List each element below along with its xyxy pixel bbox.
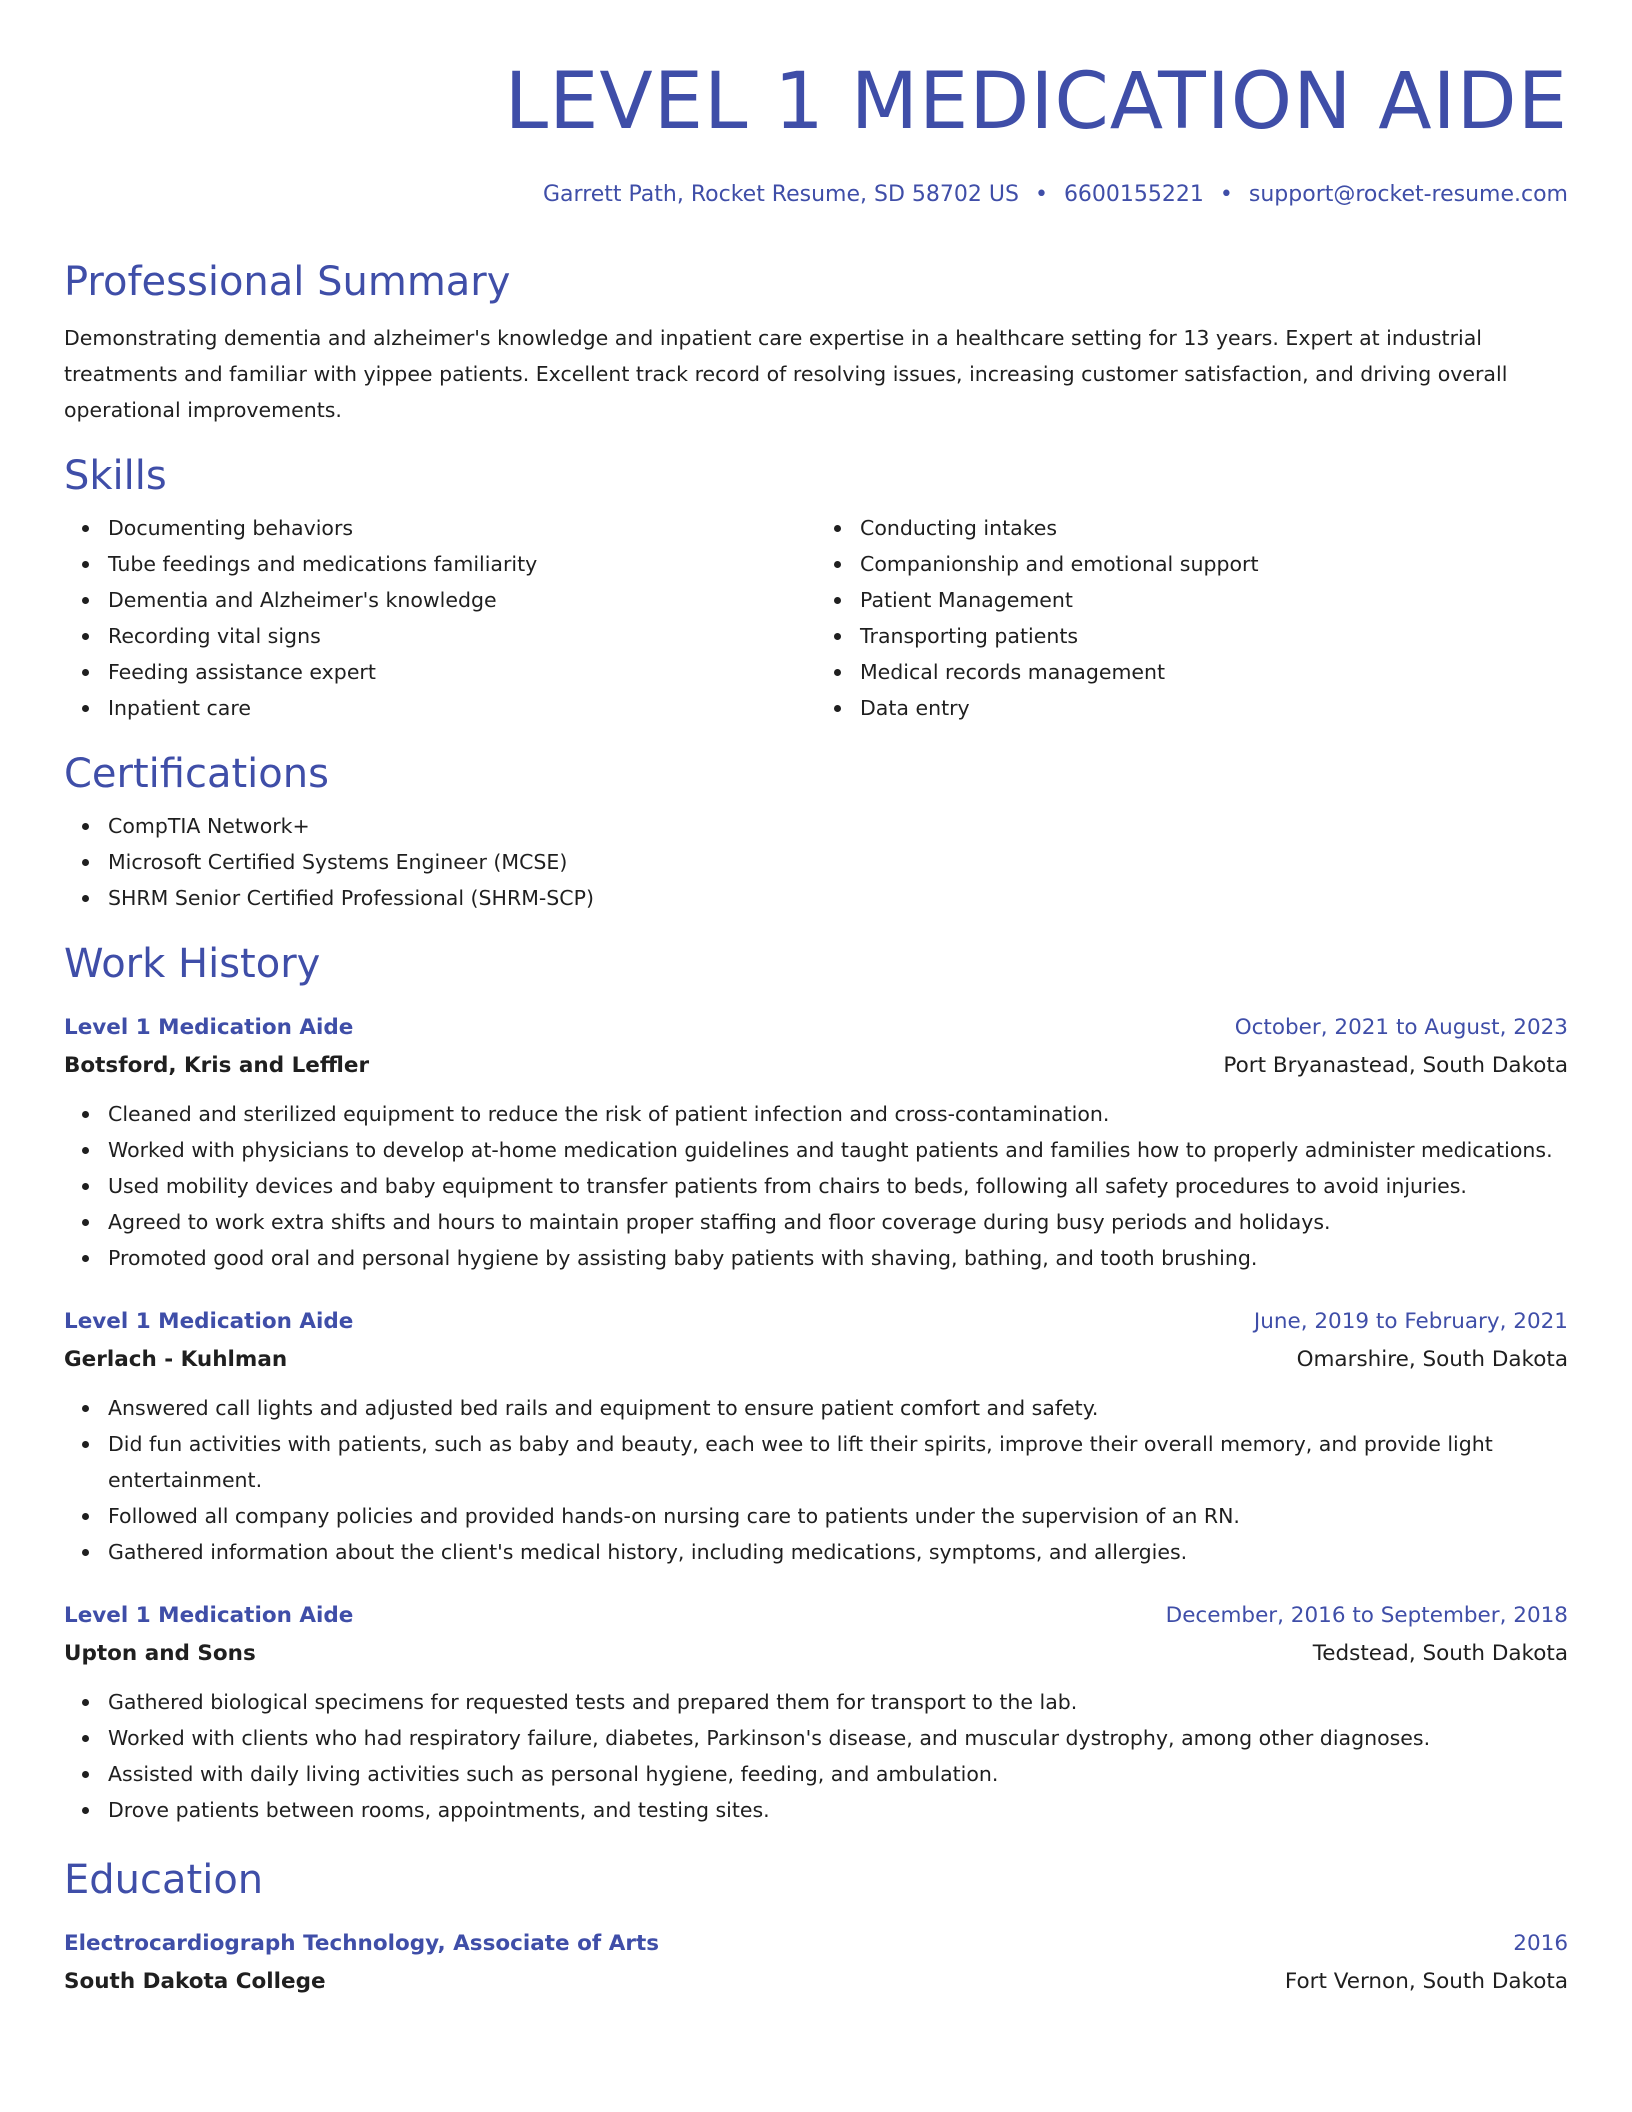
skill-item: Inpatient care bbox=[108, 690, 816, 726]
job-dates: October, 2021 to August, 2023 bbox=[1234, 1015, 1568, 1040]
certification-item: Microsoft Certified Systems Engineer (MCSE) bbox=[108, 844, 1568, 880]
job-bullet: Agreed to work extra shifts and hours to maintain proper staffing and floor coverage during busy periods and holidays. bbox=[108, 1204, 1568, 1240]
job-dates: December, 2016 to September, 2018 bbox=[1165, 1603, 1568, 1628]
job-bullet: Followed all company policies and provided hands-on nursing care to patients under the supervision of an RN. bbox=[108, 1498, 1568, 1534]
skill-item: Medical records management bbox=[860, 654, 1568, 690]
section-heading-education: Education bbox=[64, 1857, 264, 1903]
education-degree: Electrocardiograph Technology, Associate of Arts bbox=[64, 1931, 660, 1956]
education-entry bbox=[64, 1926, 1568, 2002]
contact-separator: • bbox=[1034, 182, 1048, 207]
job-header bbox=[64, 1304, 1568, 1340]
skill-item: Conducting intakes bbox=[860, 510, 1568, 546]
section-heading-work-history: Work History bbox=[64, 941, 321, 987]
job-bullet: Promoted good oral and personal hygiene by assisting baby patients with shaving, bathing, and tooth brushing. bbox=[108, 1240, 1568, 1276]
contact-separator: • bbox=[1219, 182, 1233, 207]
job-subheader bbox=[64, 1634, 1568, 1674]
contact-address: Garrett Path, Rocket Resume, SD 58702 US bbox=[543, 182, 1019, 207]
job-title: Level 1 Medication Aide bbox=[64, 1309, 354, 1334]
job-entry bbox=[64, 1598, 1568, 1828]
skill-item: Tube feedings and medications familiarity bbox=[108, 546, 816, 582]
job-bullet: Cleaned and sterilized equipment to reduce the risk of patient infection and cross-contamination. bbox=[108, 1096, 1568, 1132]
skills-section bbox=[64, 450, 1568, 726]
education-section bbox=[64, 1854, 1568, 2002]
skill-item: Dementia and Alzheimer's knowledge bbox=[108, 582, 816, 618]
job-bullet: Used mobility devices and baby equipment to transfer patients from chairs to beds, following all safety procedures to avoid injuries. bbox=[108, 1168, 1568, 1204]
contact-line bbox=[64, 180, 1568, 210]
job-subheader bbox=[64, 1046, 1568, 1086]
certifications-list bbox=[64, 808, 1568, 916]
education-subheader bbox=[64, 1962, 1568, 2002]
education-school: South Dakota College bbox=[64, 1969, 326, 1994]
job-bullet: Drove patients between rooms, appointments, and testing sites. bbox=[108, 1792, 1568, 1828]
contact-phone: 6600155221 bbox=[1063, 182, 1204, 207]
skill-item: Companionship and emotional support bbox=[860, 546, 1568, 582]
job-entry bbox=[64, 1304, 1568, 1570]
job-header bbox=[64, 1010, 1568, 1046]
skill-item: Patient Management bbox=[860, 582, 1568, 618]
job-company: Botsford, Kris and Leffler bbox=[64, 1053, 370, 1078]
job-location: Omarshire, South Dakota bbox=[1296, 1347, 1568, 1372]
job-title: Level 1 Medication Aide bbox=[64, 1603, 354, 1628]
skill-item: Data entry bbox=[860, 690, 1568, 726]
job-bullet: Answered call lights and adjusted bed rails and equipment to ensure patient comfort and safety. bbox=[108, 1390, 1568, 1426]
job-entry bbox=[64, 1010, 1568, 1276]
section-heading-certifications: Certifications bbox=[64, 751, 329, 797]
certifications-section bbox=[64, 748, 1568, 916]
job-bullet: Gathered information about the client's medical history, including medications, symptoms, and allergies. bbox=[108, 1534, 1568, 1570]
education-header bbox=[64, 1926, 1568, 1962]
summary-text: Demonstrating dementia and alzheimer's knowledge and inpatient care expertise in a healthcare setting for 13 years. Expert at industrial treatments and familiar with yippee patients. Excellent track record of resolving issues, increasing customer satisfaction, and driving overall operational improvements. bbox=[64, 326, 1508, 422]
job-bullet: Worked with clients who had respiratory failure, diabetes, Parkinson's disease, and muscular dystrophy, among other diagnoses. bbox=[108, 1720, 1568, 1756]
summary-section bbox=[64, 256, 1568, 428]
job-dates: June, 2019 to February, 2021 bbox=[1253, 1309, 1568, 1334]
education-year: 2016 bbox=[1513, 1931, 1568, 1956]
job-company: Gerlach - Kuhlman bbox=[64, 1347, 288, 1372]
job-company: Upton and Sons bbox=[64, 1641, 256, 1666]
job-bullet: Did fun activities with patients, such as baby and beauty, each wee to lift their spirits, improve their overall memory, and provide light entertainment. bbox=[108, 1426, 1568, 1498]
job-bullet: Worked with physicians to develop at-home medication guidelines and taught patients and families how to properly administer medications. bbox=[108, 1132, 1568, 1168]
jobs-list bbox=[64, 1010, 1568, 1828]
skills-list-right bbox=[816, 510, 1568, 726]
job-bullets bbox=[64, 1684, 1568, 1828]
section-heading-skills: Skills bbox=[64, 453, 167, 499]
skill-item: Recording vital signs bbox=[108, 618, 816, 654]
job-header bbox=[64, 1598, 1568, 1634]
job-location: Port Bryanastead, South Dakota bbox=[1223, 1053, 1568, 1078]
job-bullets bbox=[64, 1096, 1568, 1276]
contact-email: support@rocket-resume.com bbox=[1248, 182, 1568, 207]
job-bullet: Gathered biological specimens for requested tests and prepared them for transport to the lab. bbox=[108, 1684, 1568, 1720]
certification-item: SHRM Senior Certified Professional (SHRM-SCP) bbox=[108, 880, 1568, 916]
skills-list-left bbox=[64, 510, 816, 726]
section-heading-summary: Professional Summary bbox=[64, 259, 511, 305]
resume-title: LEVEL 1 MEDICATION AIDE bbox=[504, 57, 1568, 147]
job-location: Tedstead, South Dakota bbox=[1312, 1641, 1568, 1666]
work-history-section bbox=[64, 938, 1568, 1828]
skill-item: Documenting behaviors bbox=[108, 510, 816, 546]
skill-item: Transporting patients bbox=[860, 618, 1568, 654]
certification-item: CompTIA Network+ bbox=[108, 808, 1568, 844]
job-bullets bbox=[64, 1390, 1568, 1570]
skills-columns bbox=[64, 502, 1568, 726]
skill-item: Feeding assistance expert bbox=[108, 654, 816, 690]
job-title: Level 1 Medication Aide bbox=[64, 1015, 354, 1040]
job-subheader bbox=[64, 1340, 1568, 1380]
job-bullet: Assisted with daily living activities such as personal hygiene, feeding, and ambulation. bbox=[108, 1756, 1568, 1792]
education-location: Fort Vernon, South Dakota bbox=[1284, 1969, 1568, 1994]
